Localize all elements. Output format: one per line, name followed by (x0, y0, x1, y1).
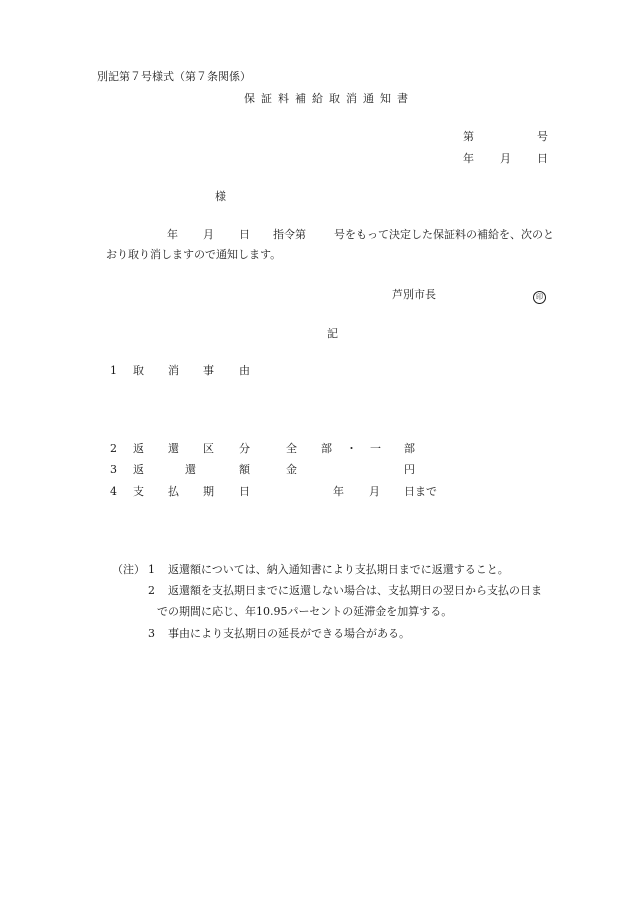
seal-icon (533, 289, 546, 304)
item-2-number: 2 (110, 442, 117, 455)
item-1-char: 事 (203, 364, 214, 377)
item-4-number: 4 (110, 485, 117, 498)
addressee-sama: 様 (215, 190, 226, 203)
note-2-continuation: での期間に応じ、年10.95パーセントの延滞金を加算する。 (157, 605, 453, 618)
item-4-value: 日まで (404, 485, 437, 498)
item-1-number: 1 (110, 364, 117, 377)
date-month: 月 (500, 152, 511, 165)
seal-text: 印 (533, 291, 546, 304)
number-dai: 第 (463, 130, 474, 143)
item-2-value: 部 (404, 442, 415, 455)
item-4-char: 支 (133, 485, 144, 498)
ki-heading: 記 (327, 327, 338, 340)
body-line2: おり取り消しますので通知します。 (106, 248, 282, 261)
item-3-char: 額 (239, 463, 250, 476)
item-2-char: 区 (203, 442, 214, 455)
item-3-value: 円 (404, 463, 415, 476)
item-4-char: 払 (168, 485, 179, 498)
note-3-number: 3 (148, 627, 155, 640)
item-2-value: 一 (370, 442, 381, 455)
body-year: 年 (167, 228, 178, 241)
body-shirei: 指令第 (273, 228, 306, 241)
note-1-number: 1 (148, 563, 155, 576)
date-year: 年 (463, 152, 474, 165)
note-2-text: 返還額を支払期日までに返還しない場合は、支払期日の翌日から支払の日ま (168, 584, 542, 597)
item-3-value: 金 (286, 463, 297, 476)
item-3-char: 還 (185, 463, 196, 476)
number-go: 号 (537, 130, 548, 143)
item-2-value: 全 (286, 442, 297, 455)
item-3-char: 返 (133, 463, 144, 476)
item-2-char: 返 (133, 442, 144, 455)
item-1-char: 消 (168, 364, 179, 377)
document-title: 保証料補給取消通知書 (244, 92, 414, 105)
item-3-number: 3 (110, 463, 117, 476)
item-2-char: 分 (239, 442, 250, 455)
item-1-char: 由 (239, 364, 250, 377)
item-1-char: 取 (133, 364, 144, 377)
notes-label: （注） (112, 563, 145, 576)
item-4-value: 年 (333, 485, 344, 498)
item-4-char: 期 (203, 485, 214, 498)
item-4-value: 月 (369, 485, 380, 498)
item-4-char: 日 (239, 485, 250, 498)
issuer-name: 芦別市長 (392, 288, 436, 301)
form-label: 別記第７号様式（第７条関係） (97, 70, 251, 83)
date-day: 日 (537, 152, 548, 165)
body-day: 日 (239, 228, 250, 241)
note-3-text: 事由により支払期日の延長ができる場合がある。 (168, 627, 410, 640)
item-2-value: ・ (346, 442, 357, 455)
note-2-number: 2 (148, 584, 155, 597)
note-1-text: 返還額については、納入通知書により支払期日までに返還すること。 (168, 563, 509, 576)
item-2-char: 還 (168, 442, 179, 455)
body-line1-rest: 号をもって決定した保証料の補給を、次のと (334, 228, 554, 241)
item-2-value: 部 (321, 442, 332, 455)
body-month: 月 (203, 228, 214, 241)
